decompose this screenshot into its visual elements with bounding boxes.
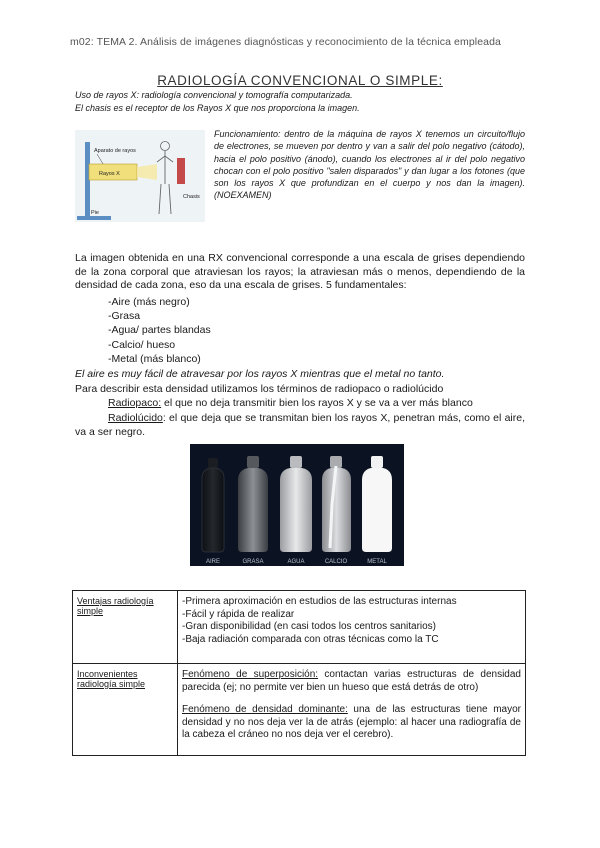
label-chassis: Chasis [183,194,200,200]
radiolucido-definition [75,412,525,439]
page-header: m02: TEMA 2. Análisis de imágenes diagnósticas y reconocimiento de la técnica empleada [70,36,501,48]
intro-line-2: El chasis es el receptor de los Rayos X que nos proporciona la imagen. [75,103,360,113]
page-title: RADIOLOGÍA CONVENCIONAL O SIMPLE: [157,73,443,88]
grayscale-paragraph: La imagen obtenida en una RX convencional corresponde a una escala de grises dependiendo de la zona corporal que atraviesan los rayos; la atraviesan más o menos, dependiendo de la densidad de cada zona, eso da una escala de grises. 5 fundamentales: [75,252,525,291]
advantages-title: Ventajas radiología simple [77,596,154,616]
label-water: AGUA [287,559,305,565]
disadvantages-row [73,664,526,756]
describe-text: Para describir esta densidad utilizamos los términos de radiopaco o radiolúcido [75,383,444,395]
radiolucido-text: : el que deja que se transmitan bien los rayos X, penetran más, como el aire, va a ser negro. [75,412,525,438]
superposition-text: contactan varias estructuras de densidad parecida (ej; no permite ver bien un hueso que está detrás de otro) [182,669,521,693]
intro-line-1: Uso de rayos X: radiología convencional y tomografía computarizada. [75,90,353,100]
radiopaco-text: el que no deja transmitir bien los rayos X y se va a ver más blanco [161,397,473,409]
density-item: -Aire (más negro) [108,296,190,308]
disadvantages-content [178,664,526,756]
label-fat: GRASA [242,559,264,565]
pros-cons-table [72,590,526,756]
label-apparatus: Aparato de rayos [94,148,136,154]
advantage-item: -Gran disponibilidad (en casi todos los centros sanitarios) [182,621,437,632]
superposition-term: Fenómeno de superposición: [182,669,319,680]
advantage-item: -Fácil y rápida de realizar [182,608,295,620]
bottle-water [280,456,312,552]
superposition-item [182,669,521,694]
label-metal: METAL [367,559,387,565]
density-item: -Metal (más blanco) [108,353,201,365]
radiopaco-definition [108,397,473,409]
bottle-metal [362,456,392,552]
functioning-text: Funcionamiento: dentro de la máquina de rayos X tenemos un circuito/flujo de electrones, se mueven por dentro y van a salir del polo negativo (cátodo), hacia el polo positivo (ánodo), cuando los electrones al ir del polo negativo chocan con el polo positivo "salen disparados" y dan lugar a los fotones (que son los rayos X que profundizan en el cuerpo y nos dan la imagen). (NOEXAMEN) [214,129,525,201]
dominant-density-term: Fenómeno de densidad dominante: [182,704,348,715]
density-item: -Grasa [108,310,141,322]
density-item: -Agua/ partes blandas [108,324,211,336]
bottle-air [202,458,224,552]
density-item: -Calcio/ hueso [108,339,176,351]
air-note: El aire es muy fácil de atravesar por los rayos X mientras que el metal no tanto. [75,368,445,380]
disadvantages-title: Inconvenientes radiología simple [77,669,146,689]
label-beam: Rayos X [99,171,120,177]
xray-apparatus-diagram [75,130,205,222]
advantages-list [178,591,526,664]
disadvantages-title-cell [73,664,178,756]
stand-base [77,216,111,220]
density-radiograph [190,444,404,566]
bottle-calcium [322,456,351,552]
radiolucido-term: Radiolúcido [108,412,163,424]
chassis-plate [177,158,185,184]
advantages-row [73,591,526,664]
advantages-title-cell [73,591,178,664]
advantage-item: -Primera aproximación en estudios de las estructuras internas [182,596,457,607]
dominant-density-item [182,704,521,742]
dominant-density-text: una de las estructuras tiene mayor densidad y no nos deja ver la de atrás (ejemplo: al hacer una radiografía de la cabeza el cráneo no nos deja ver el cerebro). [182,704,521,740]
advantage-item: -Baja radiación comparada con otras técnicas como la TC [182,633,439,645]
label-air: AIRE [205,559,221,565]
label-calcium: CALCIO [324,559,348,565]
radiopaco-term: Radiopaco: [108,397,162,409]
label-foot: Pie [91,210,99,216]
bottle-fat [238,456,268,552]
